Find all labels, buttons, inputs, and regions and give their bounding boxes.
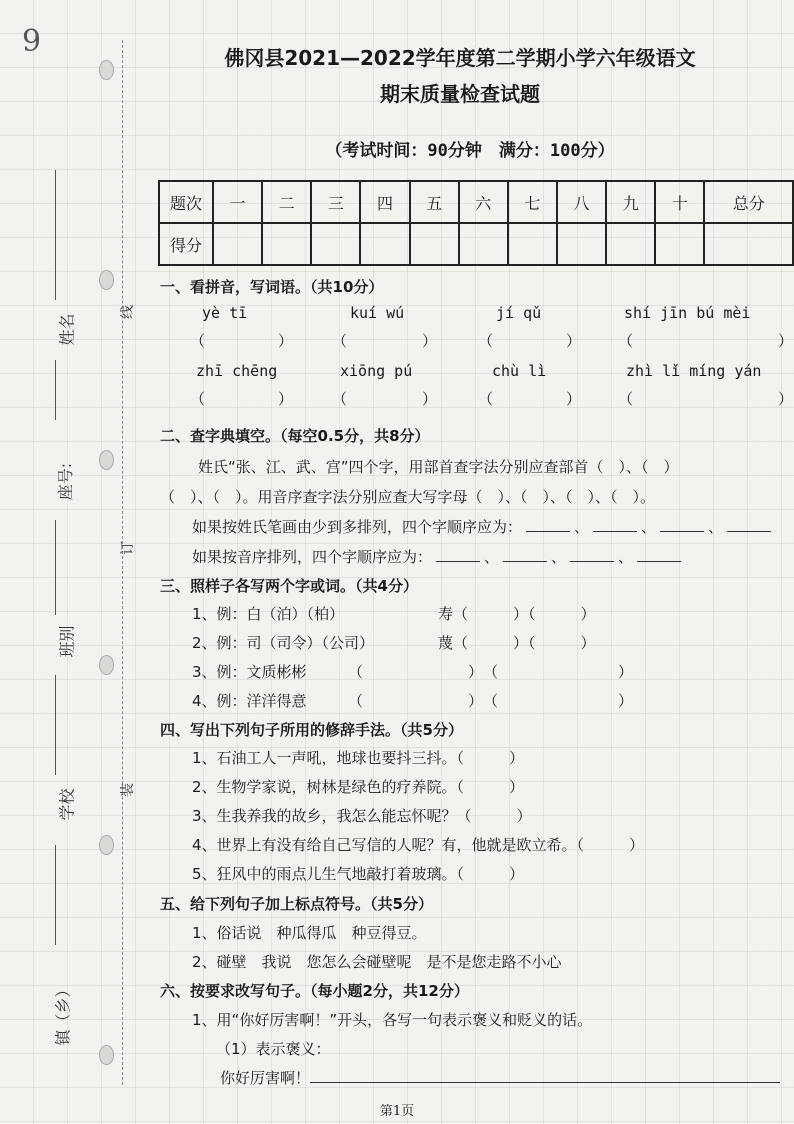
score-cell[interactable] (213, 223, 262, 265)
town-underline (55, 845, 56, 945)
answer-paren-open: （ (190, 390, 206, 408)
score-header-cell: 七 (508, 181, 557, 223)
answer-paren-open: （ (618, 332, 634, 350)
pinyin-item: zhì lǐ míng yán (626, 362, 762, 380)
fill-blank[interactable] (593, 517, 637, 532)
section4-heading: 四、写出下列句子所用的修辞手法。（共5分） (160, 721, 463, 739)
section4-item: 1、石油工人一声吼，地球也要抖三抖。（ ） (192, 749, 525, 767)
section2-heading: 二、查字典填空。（每空0.5分，共8分） (160, 427, 430, 445)
pinyin-item: kuí wú (350, 304, 405, 322)
section5-heading: 五、给下列句子加上标点符号。（共5分） (160, 895, 433, 913)
answer-row-1 (160, 330, 794, 362)
handwritten-mark: 9 (22, 24, 42, 59)
pinyin-row-1 (160, 304, 794, 330)
answer-row-2 (160, 388, 794, 420)
section2-line3: 如果按姓氏笔画由少到多排列，四个字顺序应为： 、 、 、 (160, 512, 794, 542)
pinyin-item: xiōng pú (340, 362, 413, 380)
page-number: 第1页 (379, 1104, 415, 1119)
score-row-label: 得分 (159, 223, 213, 265)
answer-paren-open: （ (618, 390, 634, 408)
section3-example: 4、例：洋洋得意 (192, 692, 307, 710)
answer-paren-close: ） (278, 332, 294, 350)
seat-underline (55, 360, 56, 420)
pinyin-item: chù lì (492, 362, 547, 380)
section3-item (160, 600, 794, 629)
score-cell[interactable] (606, 223, 655, 265)
class-underline (55, 520, 56, 615)
score-header-cell: 八 (557, 181, 606, 223)
score-cell[interactable] (557, 223, 606, 265)
section2-line2: （ ）、（ ）。用音序查字法分别应查大写字母（ ）、（ ）、（ ）、（ ）。 (160, 488, 656, 506)
fill-blank[interactable] (526, 517, 570, 532)
score-cell[interactable] (262, 223, 311, 265)
punch-hole (99, 450, 114, 470)
section3-target: 蔑（ ）（ ） (438, 634, 596, 652)
score-header-cell: 题次 (159, 181, 213, 223)
answer-paren-close: ） (278, 390, 294, 408)
school-underline (55, 675, 56, 775)
section4-item: 3、生我养我的故乡，我怎么能忘怀呢？（ ） (192, 807, 532, 825)
exam-title-line1: 佛冈县2021—2022学年度第二学期小学六年级语文 (224, 46, 696, 70)
section5-item: 1、俗话说 种瓜得瓜 种豆得豆。 (192, 924, 427, 942)
answer-paren-open: （ (332, 332, 348, 350)
pinyin-item: shí jīn bú mèi (624, 304, 751, 322)
score-cell[interactable] (360, 223, 409, 265)
score-header-cell: 四 (360, 181, 409, 223)
pinyin-item: yè tī (202, 304, 248, 322)
score-header-cell: 总分 (704, 181, 793, 223)
score-header-cell: 十 (655, 181, 704, 223)
seat-label: 座号: (56, 462, 76, 501)
punch-hole (99, 60, 114, 80)
score-header-cell: 二 (262, 181, 311, 223)
binding-dashed-line (122, 40, 123, 1085)
binding-char-xian: 线 (120, 305, 136, 319)
score-cell[interactable] (655, 223, 704, 265)
punch-hole (99, 1045, 114, 1065)
fill-blank[interactable] (660, 517, 704, 532)
section6-sub1: （1）表示褒义： (216, 1040, 331, 1058)
section3-item (160, 629, 794, 658)
score-table-header-row (159, 181, 793, 223)
binding-char-ding: 订 (120, 541, 136, 555)
score-header-cell: 六 (459, 181, 508, 223)
section1-heading: 一、看拼音，写词语。（共10分） (160, 278, 384, 296)
section6-sub1-start: 你好厉害啊！ (220, 1069, 311, 1087)
section2-line1: 姓氏“张、江、武、宫”四个字，用部首查字法分别应查部首（ ）、（ ） (198, 458, 679, 476)
pinyin-item: zhī chēng (196, 362, 278, 380)
name-label: 姓名 (57, 313, 77, 346)
section3-item (160, 687, 794, 716)
punch-hole (99, 270, 114, 290)
answer-paren-open: （ (190, 332, 206, 350)
section5-item: 2、碰壁 我说 您怎么会碰壁呢 是不是您走路不小心 (192, 953, 562, 971)
answer-paren-close: ） (778, 390, 794, 408)
score-header-cell: 五 (410, 181, 459, 223)
score-cell[interactable] (459, 223, 508, 265)
fill-blank[interactable] (436, 547, 480, 562)
answer-paren-close: ） (422, 390, 438, 408)
binding-char-zhuang: 装 (120, 783, 136, 797)
class-label: 班别 (57, 625, 77, 658)
answer-paren-open: （ (478, 390, 494, 408)
section6-item1: 1、用“你好厉害啊！”开头，各写一句表示褒义和贬义的话。 (192, 1011, 593, 1029)
punch-hole (99, 655, 114, 675)
fill-blank[interactable] (727, 517, 771, 532)
section4-item: 4、世界上有没有给自己写信的人呢？有，他就是欧立希。（ ） (192, 836, 645, 854)
score-cell[interactable] (311, 223, 360, 265)
fill-blank[interactable] (503, 547, 547, 562)
score-table-score-row (159, 223, 793, 265)
exam-content (160, 276, 794, 1093)
score-header-cell: 九 (606, 181, 655, 223)
exam-subtitle: （考试时间：90分钟 满分：100分） (325, 141, 615, 161)
section3-heading: 三、照样子各写两个字或词。（共4分） (160, 577, 418, 595)
section6-heading: 六、按要求改写句子。（每小题2分，共12分） (160, 982, 469, 1000)
answer-paren-close: ） (566, 390, 582, 408)
score-cell[interactable] (508, 223, 557, 265)
section3-example: 1、例：白（泊）（柏） (192, 605, 345, 623)
section6-sub1-answer (160, 1064, 794, 1093)
score-header-cell: 一 (213, 181, 262, 223)
score-table (158, 180, 794, 266)
section2-line4-text: 如果按音序排列，四个字顺序应为： (192, 548, 433, 566)
section3-target: （ ） （ ） (348, 692, 634, 710)
pinyin-item: jí qǔ (496, 304, 542, 322)
fill-blank[interactable] (570, 547, 614, 562)
answer-paren-close: ） (422, 332, 438, 350)
fill-blank[interactable] (637, 547, 681, 562)
score-header-cell: 三 (311, 181, 360, 223)
section3-example: 3、例：文质彬彬 (192, 663, 307, 681)
section3-target: （ ） （ ） (348, 663, 634, 681)
answer-paren-close: ） (566, 332, 582, 350)
exam-title-line2: 期末质量检查试题 (380, 82, 540, 106)
section3-target: 寿（ ）（ ） (438, 605, 596, 623)
punch-hole (99, 835, 114, 855)
section4-item: 2、生物学家说，树林是绿色的疗养院。（ ） (192, 778, 525, 796)
town-label: 镇（乡） (53, 981, 73, 1046)
section2-line4: 如果按音序排列，四个字顺序应为： 、 、 、 (160, 542, 794, 572)
score-cell[interactable] (704, 223, 793, 265)
answer-line[interactable] (310, 1068, 780, 1083)
section2-line3-text: 如果按姓氏笔画由少到多排列，四个字顺序应为： (192, 518, 523, 536)
answer-paren-open: （ (478, 332, 494, 350)
school-label: 学校 (57, 788, 77, 821)
section3-item (160, 658, 794, 687)
section4-item: 5、狂风中的雨点儿生气地敲打着玻璃。（ ） (192, 865, 525, 883)
section3-example: 2、例：司（司令）（公司） (192, 634, 375, 652)
answer-paren-open: （ (332, 390, 348, 408)
answer-paren-close: ） (778, 332, 794, 350)
pinyin-row-2 (160, 362, 794, 388)
score-cell[interactable] (410, 223, 459, 265)
name-underline (55, 170, 56, 300)
